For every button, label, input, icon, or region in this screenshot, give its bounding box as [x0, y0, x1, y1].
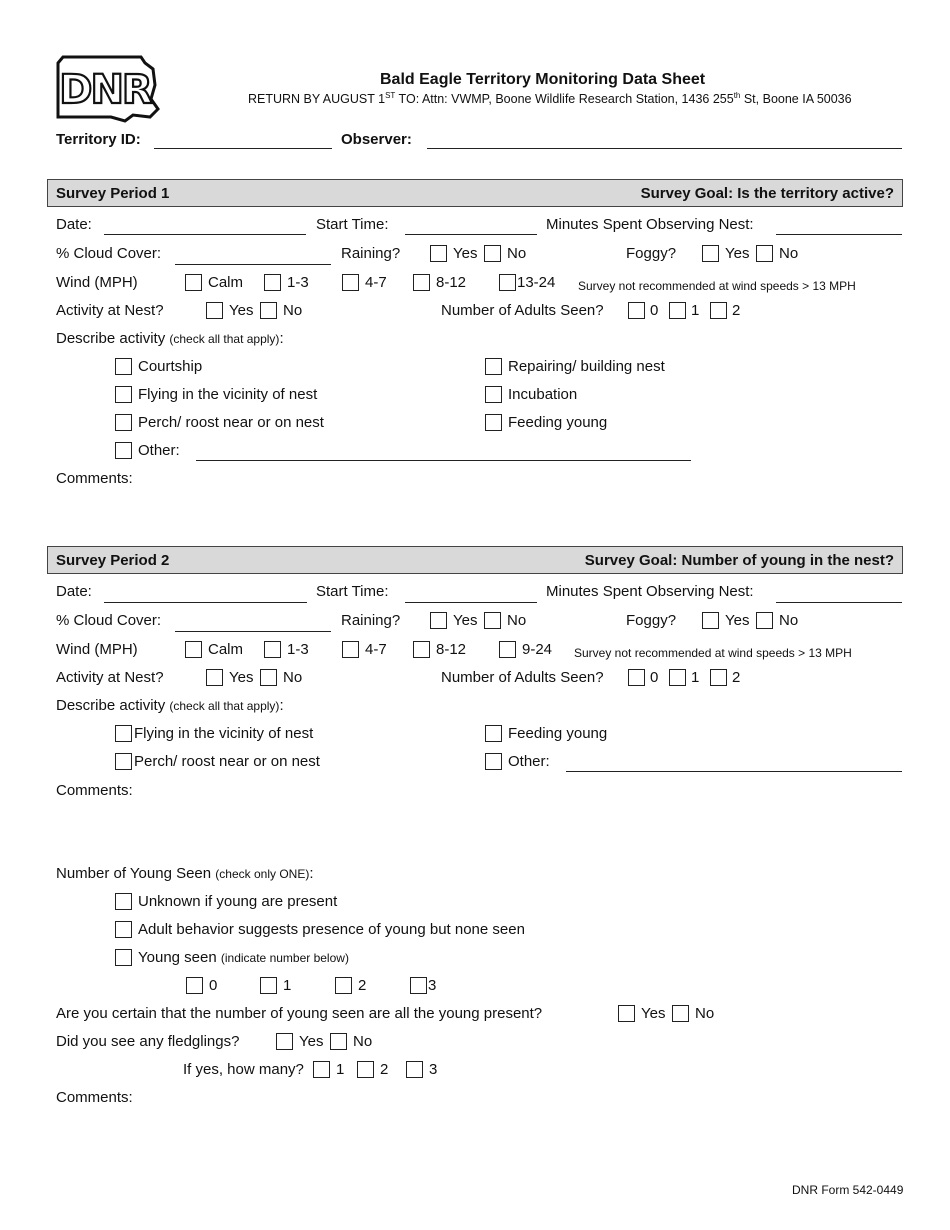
form-number: DNR Form 542-0449: [792, 1183, 904, 1197]
s1-wind-note: Survey not recommended at wind speeds > 13 MPH: [578, 279, 856, 293]
s2-wind-9-24-checkbox[interactable]: [499, 641, 516, 658]
s1-foggy-yes-label: Yes: [725, 245, 750, 262]
s2-wind-opt-label: Calm: [208, 641, 244, 658]
survey-period-2-goal: Survey Goal: Number of young in the nest?: [584, 552, 894, 569]
s2-comments-label: Comments:: [56, 782, 133, 799]
s1-start-time-field[interactable]: [405, 234, 537, 235]
s1-date-label: Date:: [56, 216, 92, 233]
s2-foggy-yes-label: Yes: [725, 612, 750, 629]
s1-wind-13-24-checkbox[interactable]: [499, 274, 516, 291]
s1-raining-label: Raining?: [341, 245, 401, 262]
s1-activity-option: Repairing/ building nest: [508, 358, 665, 375]
s2-wind-4-7-checkbox[interactable]: [342, 641, 359, 658]
s1-wind-label: Wind (MPH): [56, 274, 138, 291]
s2-wind-calm-checkbox[interactable]: [185, 641, 202, 658]
s2-minutes-field[interactable]: [776, 602, 902, 603]
young-count-1-checkbox[interactable]: [260, 977, 277, 994]
s2-feeding-checkbox[interactable]: [485, 725, 502, 742]
s2-wind-label: Wind (MPH): [56, 641, 138, 658]
how-many-label: If yes, how many?: [183, 1061, 304, 1078]
fledgling-question: Did you see any fledglings?: [56, 1033, 240, 1050]
s1-other-field[interactable]: [196, 460, 691, 461]
s2-wind-opt-label: 9-24: [522, 641, 553, 658]
s1-other-checkbox[interactable]: [115, 442, 132, 459]
s2-adults-opt-label: 1: [691, 669, 700, 686]
certain-question: Are you certain that the number of young seen are all the young present?: [56, 1005, 543, 1022]
s2-date-label: Date:: [56, 583, 92, 600]
young-option: Unknown if young are present: [138, 893, 338, 910]
s1-adults-opt-label: 1: [691, 302, 700, 319]
how-many-opt-label: 1: [336, 1061, 345, 1078]
s2-cloud-field[interactable]: [175, 631, 331, 632]
how-many-opt-label: 2: [380, 1061, 389, 1078]
how-many-2-checkbox[interactable]: [357, 1061, 374, 1078]
s1-wind-opt-label: 8-12: [436, 274, 467, 291]
s2-raining-label: Raining?: [341, 612, 401, 629]
s1-foggy-yes-checkbox[interactable]: [702, 245, 719, 262]
young-option: Adult behavior suggests presence of young but none seen: [138, 921, 525, 938]
s1-activity-option: Incubation: [508, 386, 578, 403]
how-many-1-checkbox[interactable]: [313, 1061, 330, 1078]
survey-period-1-title: Survey Period 1: [56, 185, 170, 202]
s2-raining-no-label: No: [507, 612, 527, 629]
s2-raining-yes-label: Yes: [453, 612, 478, 629]
s2-adults-label: Number of Adults Seen?: [441, 669, 604, 686]
young-behavior-checkbox[interactable]: [115, 921, 132, 938]
fledgling-yes-label: Yes: [299, 1033, 324, 1050]
s1-wind-8-12-checkbox[interactable]: [413, 274, 430, 291]
s1-perch-checkbox[interactable]: [115, 414, 132, 431]
s1-adults-opt-label: 0: [650, 302, 659, 319]
observer-field[interactable]: [427, 148, 902, 149]
s2-describe-label: Describe activity (check all that apply):: [56, 697, 284, 714]
s1-wind-1-3-checkbox[interactable]: [264, 274, 281, 291]
s2-adults-2-checkbox[interactable]: [710, 669, 727, 686]
s2-raining-yes-checkbox[interactable]: [430, 612, 447, 629]
s1-minutes-field[interactable]: [776, 234, 902, 235]
s2-wind-opt-label: 4-7: [365, 641, 387, 658]
young-unknown-checkbox[interactable]: [115, 893, 132, 910]
s1-foggy-label: Foggy?: [626, 245, 677, 262]
s1-feeding-checkbox[interactable]: [485, 414, 502, 431]
young-comments-label: Comments:: [56, 1089, 133, 1106]
s1-wind-4-7-checkbox[interactable]: [342, 274, 359, 291]
certain-yes-label: Yes: [641, 1005, 666, 1022]
survey-period-2-header: [47, 546, 903, 574]
s2-wind-note: Survey not recommended at wind speeds > 13 MPH: [574, 646, 852, 660]
s1-minutes-label: Minutes Spent Observing Nest:: [546, 216, 754, 233]
s2-activity-no-checkbox[interactable]: [260, 669, 277, 686]
s1-describe-label: Describe activity (check all that apply):: [56, 330, 284, 347]
s2-flying-checkbox[interactable]: [115, 725, 132, 742]
s1-adults-opt-label: 2: [732, 302, 741, 319]
s1-wind-opt-label: 13-24: [517, 274, 556, 291]
return-address: RETURN BY AUGUST 1ST TO: Attn: VWMP, Boone Wildlife Research Station, 1436 255th St, Boone IA 50036: [248, 91, 852, 107]
s2-cloud-label: % Cloud Cover:: [56, 612, 162, 629]
s1-activity-no-label: No: [283, 302, 303, 319]
young-count-label: 1: [283, 977, 292, 994]
fledgling-no-label: No: [353, 1033, 373, 1050]
s1-activity-option: Other:: [138, 442, 180, 459]
s1-activity-option: Flying in the vicinity of nest: [138, 386, 318, 403]
s2-activity-option: Other:: [508, 753, 550, 770]
certain-no-label: No: [695, 1005, 715, 1022]
s2-adults-opt-label: 2: [732, 669, 741, 686]
s1-raining-yes-label: Yes: [453, 245, 478, 262]
s2-other-field[interactable]: [566, 771, 902, 772]
s2-activity-label: Activity at Nest?: [56, 669, 164, 686]
s2-activity-yes-label: Yes: [229, 669, 254, 686]
s1-raining-yes-checkbox[interactable]: [430, 245, 447, 262]
s1-wind-opt-label: 4-7: [365, 274, 387, 291]
s1-date-field[interactable]: [104, 234, 306, 235]
s1-comments-label: Comments:: [56, 470, 133, 487]
s1-activity-option: Courtship: [138, 358, 203, 375]
s2-activity-option: Feeding young: [508, 725, 608, 742]
certain-yes-checkbox[interactable]: [618, 1005, 635, 1022]
s2-foggy-no-checkbox[interactable]: [756, 612, 773, 629]
how-many-opt-label: 3: [429, 1061, 438, 1078]
young-count-0-checkbox[interactable]: [186, 977, 203, 994]
svg-text:DNR: DNR: [59, 67, 151, 113]
s2-foggy-no-label: No: [779, 612, 799, 629]
s1-courtship-checkbox[interactable]: [115, 358, 132, 375]
s2-minutes-label: Minutes Spent Observing Nest:: [546, 583, 754, 600]
s2-perch-checkbox[interactable]: [115, 753, 132, 770]
fledgling-yes-checkbox[interactable]: [276, 1033, 293, 1050]
territory-id-field[interactable]: [154, 148, 332, 149]
s1-start-time-label: Start Time:: [316, 216, 389, 233]
young-count-2-checkbox[interactable]: [335, 977, 352, 994]
s1-activity-no-checkbox[interactable]: [260, 302, 277, 319]
form-title: Bald Eagle Territory Monitoring Data Sheet: [380, 71, 706, 88]
s1-activity-yes-checkbox[interactable]: [206, 302, 223, 319]
s1-raining-no-checkbox[interactable]: [484, 245, 501, 262]
s2-raining-no-checkbox[interactable]: [484, 612, 501, 629]
s1-adults-1-checkbox[interactable]: [669, 302, 686, 319]
s1-adults-2-checkbox[interactable]: [710, 302, 727, 319]
s2-activity-option: Perch/ roost near or on nest: [134, 753, 320, 770]
young-option: Young seen (indicate number below): [138, 949, 349, 966]
s1-cloud-label: % Cloud Cover:: [56, 245, 162, 262]
s1-wind-opt-label: 1-3: [287, 274, 309, 291]
s1-flying-checkbox[interactable]: [115, 386, 132, 403]
s2-date-field[interactable]: [104, 602, 307, 603]
s1-adults-label: Number of Adults Seen?: [441, 302, 604, 319]
s1-raining-no-label: No: [507, 245, 527, 262]
fledgling-no-checkbox[interactable]: [330, 1033, 347, 1050]
young-count-label: 2: [358, 977, 367, 994]
s1-foggy-no-label: No: [779, 245, 799, 262]
s1-wind-opt-label: Calm: [208, 274, 244, 291]
s1-foggy-no-checkbox[interactable]: [756, 245, 773, 262]
s1-wind-calm-checkbox[interactable]: [185, 274, 202, 291]
s2-activity-no-label: No: [283, 669, 303, 686]
s2-start-time-field[interactable]: [405, 602, 537, 603]
young-count-3-checkbox[interactable]: [410, 977, 427, 994]
s2-activity-yes-checkbox[interactable]: [206, 669, 223, 686]
s2-wind-opt-label: 8-12: [436, 641, 467, 658]
young-seen-checkbox[interactable]: [115, 949, 132, 966]
s1-cloud-field[interactable]: [175, 264, 331, 265]
s1-adults-0-checkbox[interactable]: [628, 302, 645, 319]
s2-foggy-label: Foggy?: [626, 612, 677, 629]
young-seen-label: Number of Young Seen (check only ONE):: [56, 865, 314, 882]
territory-id-label: Territory ID:: [56, 131, 141, 148]
survey-period-2-title: Survey Period 2: [56, 552, 170, 569]
survey-period-1-header: [47, 179, 903, 207]
s2-foggy-yes-checkbox[interactable]: [702, 612, 719, 629]
young-count-label: 0: [209, 977, 218, 994]
s2-adults-opt-label: 0: [650, 669, 659, 686]
s2-wind-1-3-checkbox[interactable]: [264, 641, 281, 658]
s2-adults-0-checkbox[interactable]: [628, 669, 645, 686]
s2-other-checkbox[interactable]: [485, 753, 502, 770]
s1-repairing-checkbox[interactable]: [485, 358, 502, 375]
dnr-logo: [55, 55, 161, 123]
s2-activity-option: Flying in the vicinity of nest: [134, 725, 314, 742]
s1-activity-yes-label: Yes: [229, 302, 254, 319]
s2-wind-8-12-checkbox[interactable]: [413, 641, 430, 658]
s1-activity-label: Activity at Nest?: [56, 302, 164, 319]
survey-period-1-goal: Survey Goal: Is the territory active?: [640, 185, 894, 202]
how-many-3-checkbox[interactable]: [406, 1061, 423, 1078]
s2-wind-opt-label: 1-3: [287, 641, 309, 658]
s1-activity-option: Perch/ roost near or on nest: [138, 414, 324, 431]
young-count-label: 3: [428, 977, 437, 994]
s1-activity-option: Feeding young: [508, 414, 608, 431]
s1-incubation-checkbox[interactable]: [485, 386, 502, 403]
observer-label: Observer:: [341, 131, 412, 148]
s2-start-time-label: Start Time:: [316, 583, 389, 600]
s2-adults-1-checkbox[interactable]: [669, 669, 686, 686]
certain-no-checkbox[interactable]: [672, 1005, 689, 1022]
